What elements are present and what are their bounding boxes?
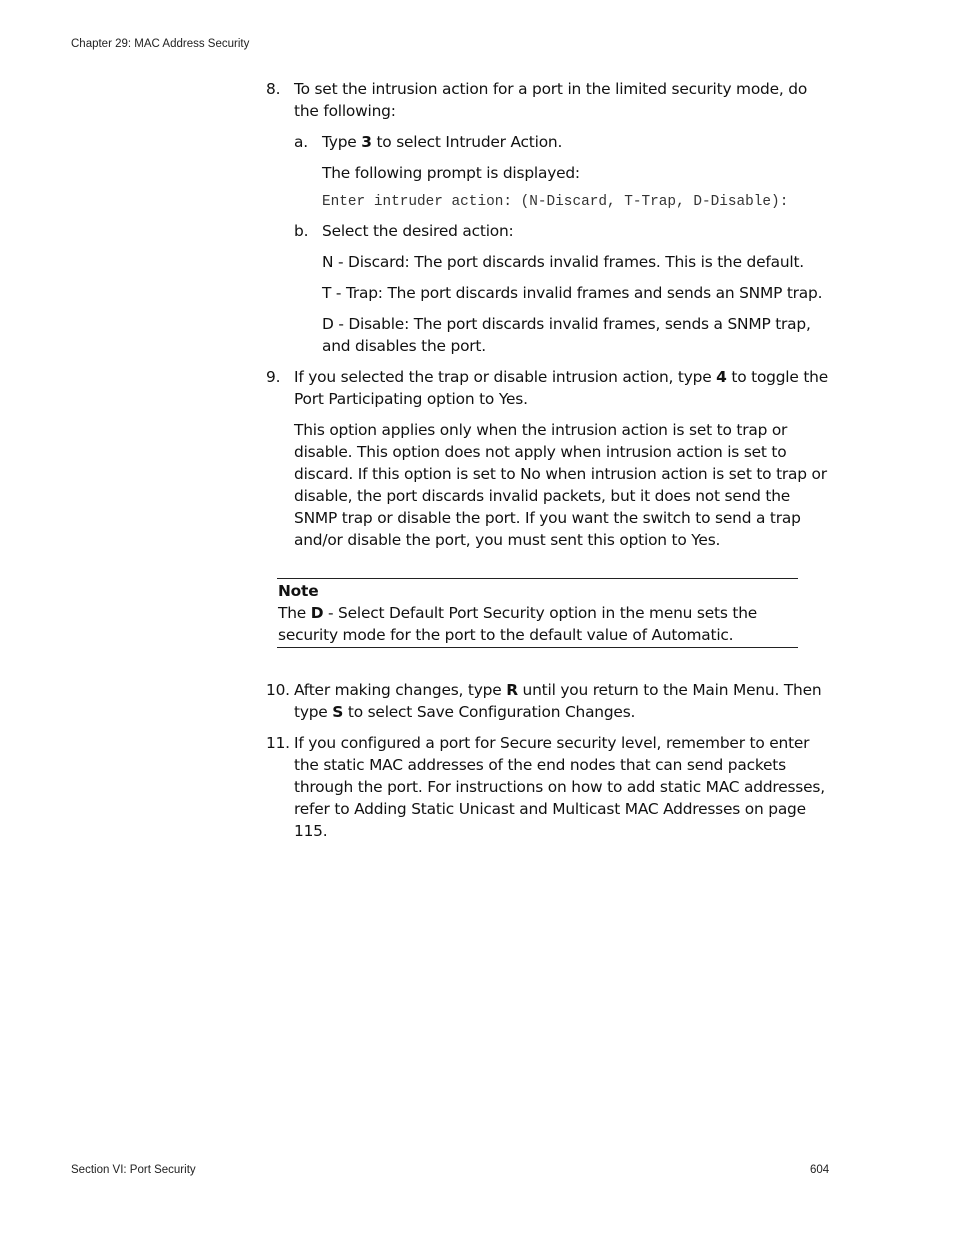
text-run: to toggle the Port Participating option to Yes. — [294, 368, 829, 408]
step-11 — [266, 732, 832, 842]
note-title: Note — [278, 582, 319, 600]
step-paragraph: This option applies only when the intrusion action is set to trap or disable. This option does not apply when intrusion action is set to discard. If this option is set to No when intrusion action is set to trap or disable, the port discards invalid packets, but it does not send the SNMP trap or disable the port. If you want the switch to send a trap and/or disable the port, you must sent this option to Yes. — [294, 421, 827, 549]
running-header: Chapter 29: MAC Address Security — [71, 38, 250, 50]
text-run: Type — [322, 133, 362, 151]
text-run: The — [278, 604, 311, 622]
step-text: To set the intrusion action for a port in the limited security mode, do the following: — [294, 80, 808, 120]
substep-a — [294, 131, 832, 211]
substep-text — [322, 131, 832, 153]
step-text — [294, 679, 832, 723]
key-3: 3 — [361, 133, 372, 151]
code-prompt: Enter intruder action: (N-Discard, T-Trap, D-Disable): — [322, 194, 789, 210]
step-number: 8. — [266, 80, 281, 98]
page-body — [266, 78, 832, 851]
prompt-intro: The following prompt is displayed: — [322, 164, 580, 182]
text-run: to select Save Configuration Changes. — [343, 703, 636, 721]
text-run: After making changes, type — [294, 681, 507, 699]
text-run: to select Intruder Action. — [371, 133, 563, 151]
step-8 — [266, 78, 832, 357]
running-footer-section: Section VI: Port Security — [71, 1164, 196, 1176]
step-number: 9. — [266, 368, 281, 386]
substep-label: b. — [294, 222, 309, 240]
substep-label: a. — [294, 133, 308, 151]
option-discard: N - Discard: The port discards invalid frames. This is the default. — [322, 253, 804, 271]
option-trap: T - Trap: The port discards invalid frames and sends an SNMP trap. — [322, 284, 823, 302]
option-disable: D - Disable: The port discards invalid frames, sends a SNMP trap, and disables the port. — [322, 315, 811, 355]
step-text: If you configured a port for Secure security level, remember to enter the static MAC addresses of the end nodes that can send packets through the port. For instructions on how to add static MAC addresses, refer to Adding Static Unicast and Multicast MAC Addresses on page 115. — [294, 734, 825, 840]
key-s: S — [332, 703, 344, 721]
text-run: If you selected the trap or disable intrusion action, type — [294, 368, 717, 386]
text-run: until you return to the Main Menu. Then type — [294, 681, 822, 721]
key-4: 4 — [716, 368, 727, 386]
page-number: 604 — [810, 1164, 830, 1176]
text-run: - Select Default Port Security option in the menu sets the security mode for the port to the default value of Automatic. — [278, 604, 758, 644]
step-number: 10. — [266, 681, 290, 699]
step-number: 11. — [266, 734, 290, 752]
note-text — [278, 602, 798, 646]
key-r: R — [506, 681, 518, 699]
step-text — [294, 366, 832, 410]
key-d: D — [310, 604, 324, 622]
step-10 — [266, 679, 832, 723]
substep-b — [294, 220, 832, 357]
step-9 — [266, 366, 832, 551]
note-box — [277, 578, 798, 648]
substep-text: Select the desired action: — [322, 222, 514, 240]
